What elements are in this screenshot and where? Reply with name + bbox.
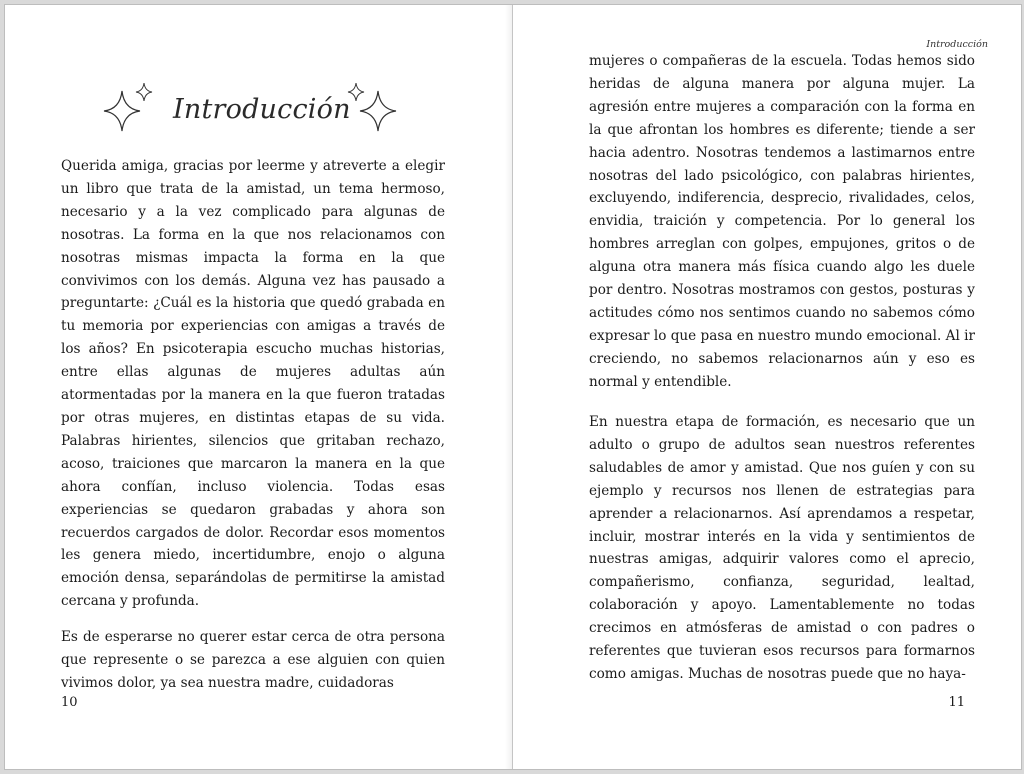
paragraph: mujeres o compañeras de la escuela. Todas hemos sido heridas de alguna manera por alguna mujer. La agresión entre mujeres a comparación con la forma en la que afrontan los hombres es diferente; tiende a ser hacia adentro. Nosotras tendemos a lastimarnos entre nosotras del lado psicológico, con palabras hirientes, excluyendo, indiferencia, desprecio, rivalidades, celos, envidia, traición y competencia. Por lo general los hombres arreglan con golpes, empujones, gritos o de alguna otra manera más física cuando algo les duele por dentro. Nosotras mostramos con gestos, posturas y actitudes cómo nos sentimos cuando no sabemos cómo expresar lo que pasa en nuestro mundo emocional. Al ir creciendo, no sabemos relacionarnos aún y eso es normal y entendible. <box>589 53 975 390</box>
right-page <box>513 5 1021 769</box>
left-page <box>5 5 513 769</box>
page-number: 10 <box>61 695 78 710</box>
book-spread <box>4 4 1022 770</box>
running-head: Introducción <box>926 39 988 50</box>
chapter-title: Introducción <box>173 94 351 125</box>
sparkle-stars-icon <box>340 81 400 141</box>
chapter-heading <box>100 81 400 141</box>
paragraph: Es de esperarse no querer estar cerca de otra persona que represente o se parezca a ese alguien con quien vivimos dolor, ya sea nuestra madre, cuidadoras <box>61 629 445 691</box>
paragraph: Querida amiga, gracias por leerme y atreverte a elegir un libro que trata de la amistad, un tema hermoso, necesario y a la vez complicado para algunas de nosotras. La forma en la que nos relacionamos con nosotras mismas impacta la forma en la que convivimos con los demás. Alguna vez has pausado a preguntarte: ¿Cuál es la historia que quedó grabada en tu memoria por experiencias con amigas a través de los años? En psicoterapia escucho muchas historias, entre ellas algunas de mujeres adultas aún atormentadas por la manera en la que fueron tratadas por otras mujeres, en distintas etapas de su vida. Palabras hirientes, silencios que gritaban rechazo, acoso, traiciones que marcaron la manera en la que ahora confían, incluso violencia. Todas esas experiencias se quedaron grabadas y ahora son recuerdos cargados de dolor. Recordar esos momentos les genera miedo, incertidumbre, enojo o alguna emoción densa, separándolas de permitirse la amistad cercana y profunda. <box>61 158 445 610</box>
page-number: 11 <box>948 695 965 710</box>
paragraph: En nuestra etapa de formación, es necesario que un adulto o grupo de adultos sean nuestros referentes saludables de amor y amistad. Que nos guíen y con su ejemplo y recursos nos llenen de estrategias para aprender a relacionarnos. Así aprendamos a respetar, incluir, mostrar interés en la vida y sentimientos de nuestras amigas, adquirir valores como el aprecio, compañerismo, confianza, seguridad, lealtad, colaboración y apoyo. Lamentablemente no todas crecimos en atmósferas de amistad o con padres o referentes que tuvieran esos recursos para formarnos como amigas. Muchas de nosotras puede que no haya- <box>589 414 975 682</box>
sparkle-stars-icon <box>100 81 160 141</box>
